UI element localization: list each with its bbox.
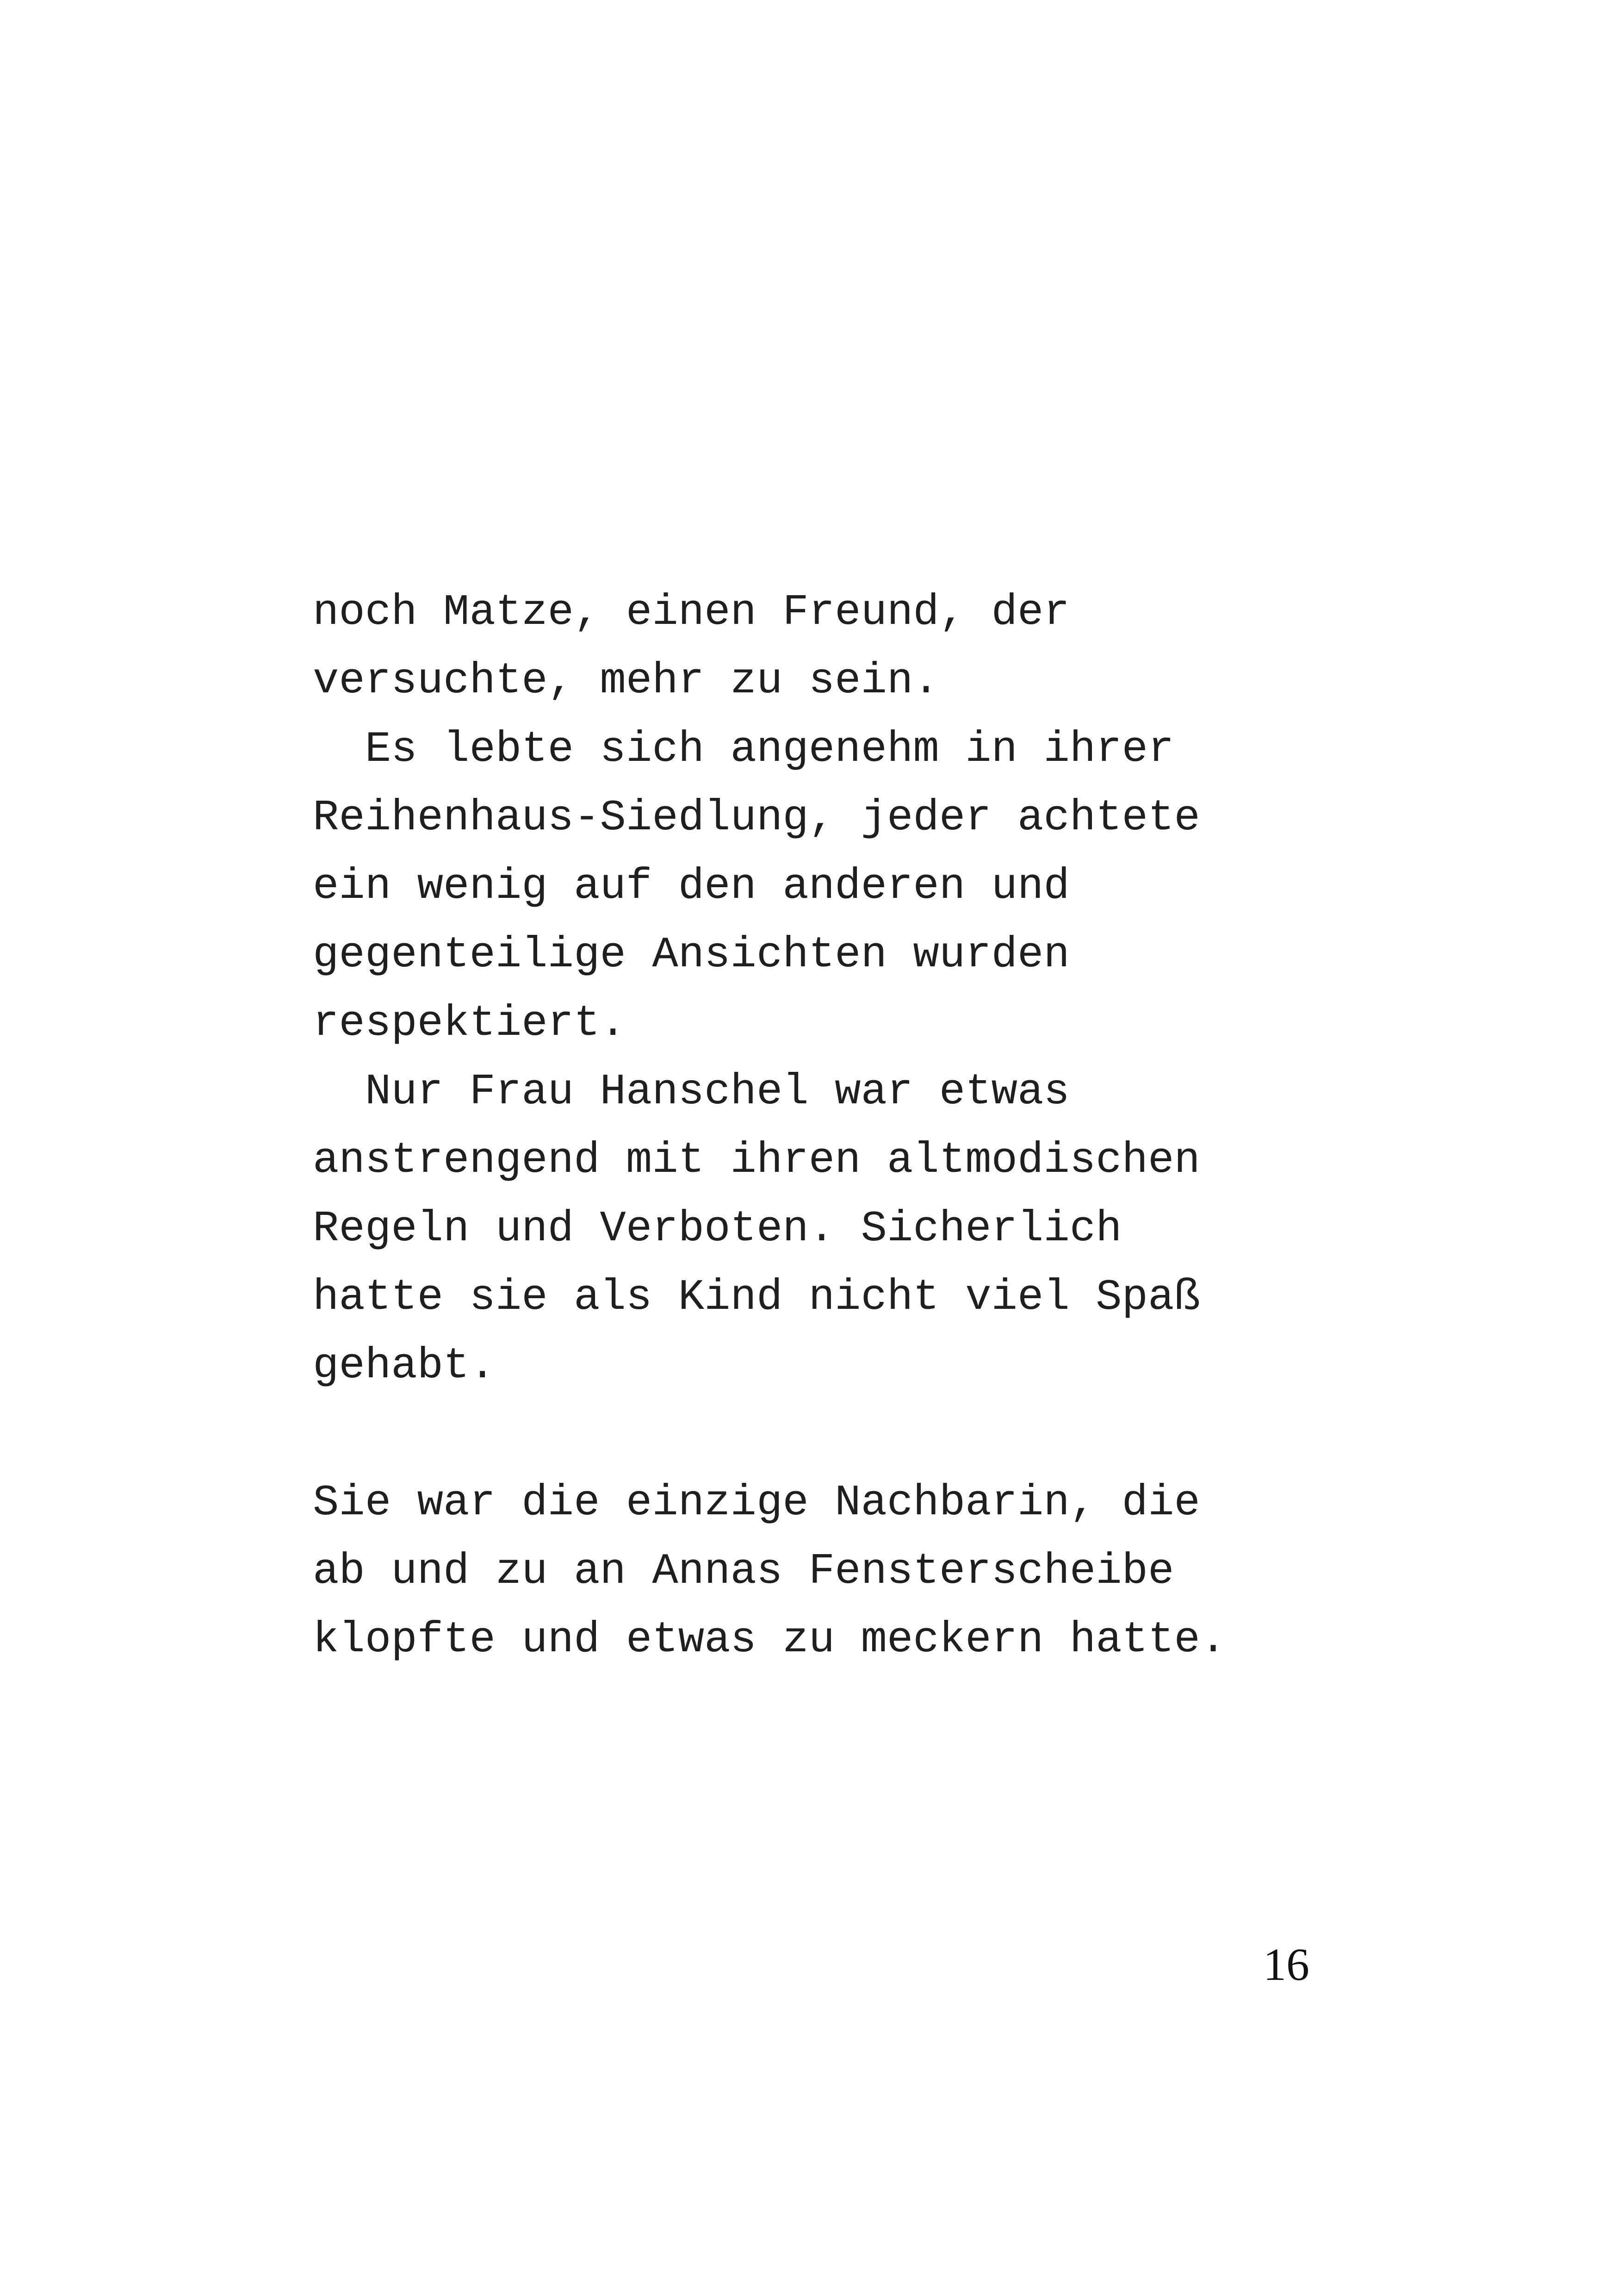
text-line: versuchte, mehr zu sein.: [313, 657, 939, 706]
text-line: Es lebte sich angenehm in ihrer: [313, 725, 1174, 774]
text-line: Regeln und Verboten. Sicherlich: [313, 1205, 1122, 1254]
body-text: [313, 579, 1423, 1674]
text-line: noch Matze, einen Freund, der: [313, 588, 1070, 637]
text-line: hatte sie als Kind nicht viel Spaß: [313, 1273, 1200, 1322]
text-line: gegenteilige Ansichten wurden: [313, 931, 1070, 980]
text-line: Reihenhaus-Siedlung, jeder achtete: [313, 794, 1200, 843]
text-line: ab und zu an Annas Fensterscheibe: [313, 1547, 1174, 1596]
text-line: respektiert.: [313, 999, 626, 1048]
text-line: klopfte und etwas zu meckern hatte.: [313, 1616, 1227, 1665]
text-line: anstrengend mit ihren altmodischen: [313, 1136, 1200, 1185]
text-line: gehabt.: [313, 1342, 496, 1391]
text-line: Sie war die einzige Nachbarin, die: [313, 1479, 1200, 1528]
paragraph-gap: [313, 1400, 1423, 1469]
page-number: 16: [1263, 1939, 1309, 1990]
text-line: Nur Frau Hanschel war etwas: [313, 1068, 1070, 1117]
text-line: ein wenig auf den anderen und: [313, 862, 1070, 911]
